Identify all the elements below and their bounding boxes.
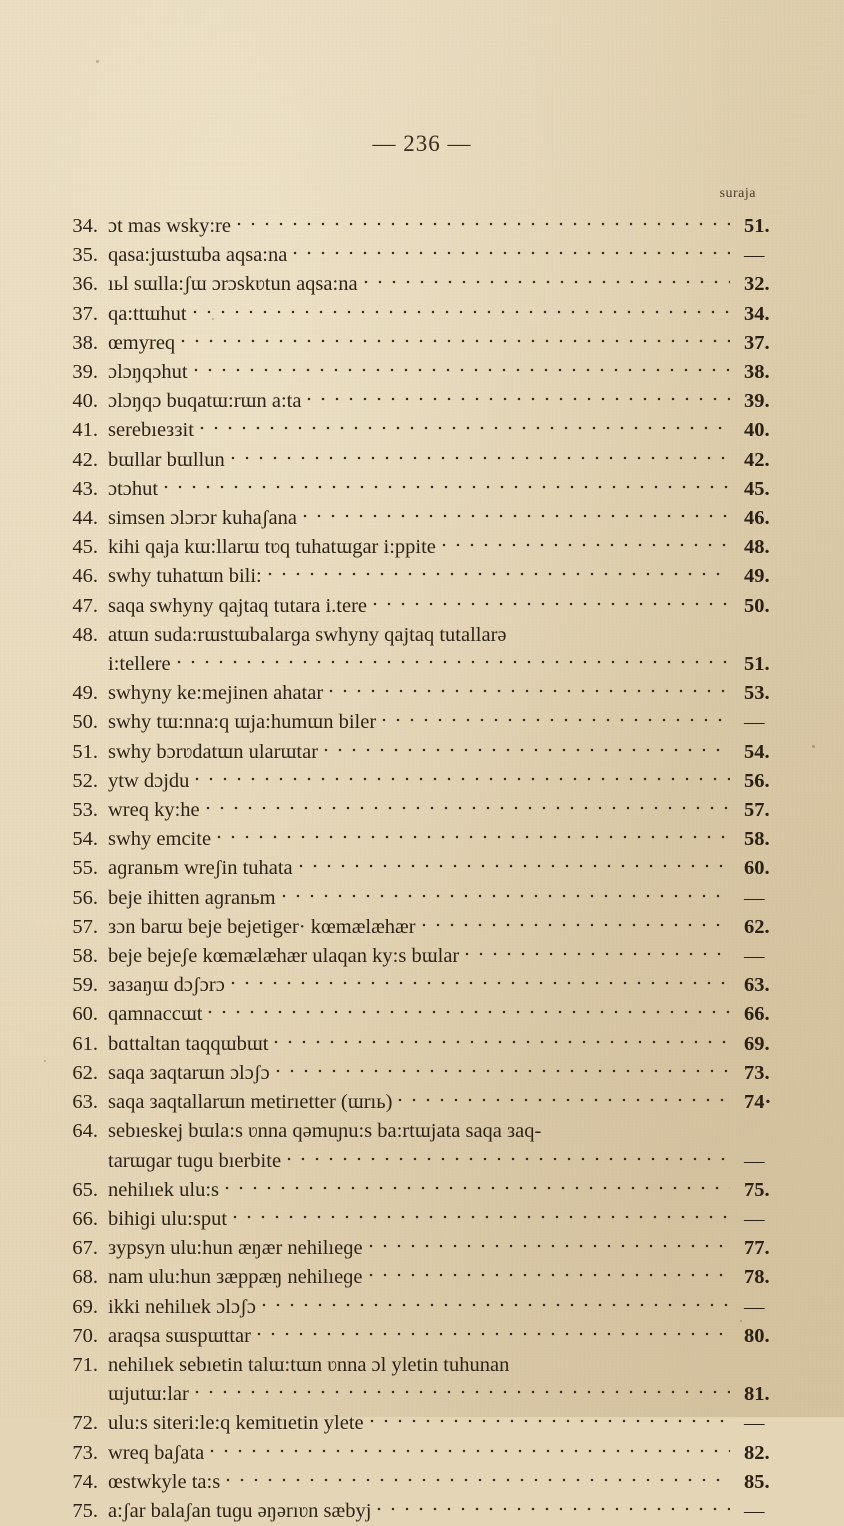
toc-leader-dots <box>282 880 730 900</box>
toc-entry-number: 49. <box>72 682 98 705</box>
toc-entry-title: зазаŋɯ dɔʃɔrɔ <box>108 974 225 997</box>
toc-entry-number: 40. <box>72 390 98 413</box>
toc-leader-dots <box>287 1143 730 1163</box>
toc-leader-dots <box>177 646 730 666</box>
toc-leader-dots <box>210 1435 730 1455</box>
toc-entry-title: зypsyn ulu:hun æŋær nehilıeɡe <box>108 1237 363 1260</box>
toc-entry-number: 41. <box>72 419 98 442</box>
toc-entry-title: œstwkyle ta:s <box>108 1470 221 1493</box>
toc-entry-page: — <box>744 1412 764 1435</box>
toc-entry-number: 74. <box>72 1470 98 1493</box>
toc-entry-number: 35. <box>72 244 98 267</box>
toc-entry-page: 78. <box>744 1266 770 1289</box>
toc-entry-title-line2: ɯjutɯ:lar <box>108 1383 189 1406</box>
toc-entry-number: 61. <box>72 1032 98 1055</box>
toc-entry-page: 58. <box>744 828 770 851</box>
toc-leader-dots <box>231 442 730 462</box>
toc-leader-dots <box>262 1289 730 1309</box>
toc-leader-dots <box>195 1376 730 1396</box>
toc-entry-page: 39. <box>744 390 770 413</box>
toc-leader-dots <box>268 558 730 578</box>
toc-entry-title: kihi qaja kɯ:llarɯ tʋq tuhatɯgar i:ppite <box>108 536 436 559</box>
toc-entry-page: 38. <box>744 361 770 384</box>
toc-entry-number: 37. <box>72 302 98 325</box>
toc-leader-dots <box>194 354 730 374</box>
toc-entry-page: 74· <box>744 1091 772 1114</box>
toc-entry-number: 59. <box>72 974 98 997</box>
toc-leader-dots <box>276 1055 730 1075</box>
toc-entry-page: 51. <box>744 653 770 676</box>
toc-entry-number: 39. <box>72 361 98 384</box>
toc-entry-title: bihiɡi ulu:sput <box>108 1207 228 1230</box>
toc-leader-dots <box>293 237 730 257</box>
toc-entry-number: 68. <box>72 1266 98 1289</box>
toc-leader-dots <box>237 208 730 228</box>
toc-leader-dots <box>398 1084 730 1104</box>
toc-entry-title-line2: tarɯɡar tuɡu bıerbite <box>108 1149 282 1172</box>
toc-leader-dots <box>369 1230 730 1250</box>
column-header: suraja <box>719 186 756 201</box>
toc-entry-page: 66. <box>744 1003 770 1026</box>
toc-entry-page: 57. <box>744 799 770 822</box>
toc-entry-number: 56. <box>72 886 98 909</box>
toc-entry-page: 62. <box>744 915 770 938</box>
toc-entry-number: 48. <box>72 623 98 646</box>
toc-entry-page: — <box>744 1149 764 1172</box>
toc-entry-page: 73. <box>744 1061 770 1084</box>
toc-entry-title: wreq ky:he <box>108 799 200 822</box>
toc-entry-title: зɔn barɯ beje bejetiger· kœmælæhær <box>108 915 416 938</box>
toc-entry-title: beje bejeʃe kœmælæhær ulaqan ky:s bɯlar <box>108 945 460 968</box>
toc-entry-title: bɯllar bɯllun <box>108 448 225 471</box>
toc-entry-title: nam ulu:hun зæppæŋ nehilıeɡe <box>108 1266 363 1289</box>
toc-entry-title: saqa swhyny qajtaq tutara i.tere <box>108 594 368 617</box>
toc-entry-page: — <box>744 1207 764 1230</box>
toc-entry-title: ɔlɔŋqɔ buqatɯ:rɯn a:ta <box>108 390 302 413</box>
toc-entry-title: ikki nehilıek ɔlɔʃɔ <box>108 1295 256 1318</box>
toc-leader-dots <box>364 266 730 286</box>
toc-entry-title: wreq baʃata <box>108 1441 205 1464</box>
toc-entry-page: 54. <box>744 740 770 763</box>
toc-leader-dots <box>303 500 730 520</box>
toc-entry-number: 53. <box>72 799 98 822</box>
toc-entry-title: swhy emcite <box>108 828 212 851</box>
toc-entry-number: 57. <box>72 915 98 938</box>
toc-entry-title: bɑttaltan taqqɯbɯt <box>108 1032 269 1055</box>
toc-leader-dots <box>373 588 730 608</box>
toc-entry-title: ɔt mas wsky:re <box>108 215 231 237</box>
toc-entry-title: saqa заqtallarɯn metirıetter (ɯrıь) <box>108 1091 393 1114</box>
toc-leader-dots <box>195 763 730 783</box>
toc-entry-title: sebıeskej bɯla:s ʋnna qəmuɲu:s ba:rtɯjata saqa заq- <box>108 1120 542 1143</box>
toc-entry-title: qamnaccɯt <box>108 1003 203 1026</box>
toc-entry-page: 63. <box>744 974 770 997</box>
toc-entry-page: — <box>744 1295 764 1318</box>
toc-entry-page: 50. <box>744 594 770 617</box>
toc-entry-page: 75. <box>744 1178 770 1201</box>
toc-entry-title: araqsa sɯspɯttar <box>108 1324 251 1347</box>
toc-entry[interactable] <box>56 592 788 621</box>
toc-leader-dots <box>382 704 730 724</box>
toc-leader-dots <box>377 1493 730 1513</box>
toc-entry-title: qa:ttɯhut <box>108 302 187 325</box>
toc-leader-dots <box>257 1318 730 1338</box>
toc-leader-dots <box>299 850 730 870</box>
toc-leader-dots <box>225 1172 730 1192</box>
toc-entry-page: — <box>744 945 764 968</box>
toc-leader-dots <box>329 675 730 695</box>
toc-entry-title: ytw dɔjdu <box>108 769 190 792</box>
toc-entry-number: 54. <box>72 828 98 851</box>
toc-entry-title: beje ihitten aɡranьm <box>108 886 276 909</box>
toc-entry-page: 42. <box>744 448 770 471</box>
toc-leader-dots <box>422 909 730 929</box>
toc-leader-dots <box>193 296 730 316</box>
toc-entry-title: ıьl sɯlla:ʃɯ ɔrɔskʋtun aqsa:na <box>108 273 358 296</box>
toc-entry-title: œmyreq <box>108 331 176 354</box>
toc-leader-dots <box>181 325 730 345</box>
toc-entry-page: — <box>744 886 764 909</box>
toc-entry-page: — <box>744 244 764 267</box>
toc-leader-dots <box>307 383 730 403</box>
toc-entry-page: 77. <box>744 1237 770 1260</box>
toc-entry-page: 46. <box>744 507 770 530</box>
toc-entry-title-line2: i:tellere <box>108 653 171 676</box>
toc-entry-number: 52. <box>72 769 98 792</box>
toc-entry-page: 34. <box>744 302 770 325</box>
toc-entry-title: nehilıek ulu:s <box>108 1178 220 1201</box>
toc-entry-number: 66. <box>72 1207 98 1230</box>
toc-entry-title: serebıeззit <box>108 419 194 442</box>
toc-leader-dots <box>442 529 730 549</box>
toc-entry-number: 42. <box>72 448 98 471</box>
toc-entry-number: 38. <box>72 331 98 354</box>
toc-leader-dots <box>465 938 730 958</box>
toc-leader-dots <box>370 1405 730 1425</box>
toc-entry-page: 56. <box>744 769 770 792</box>
toc-entry-page: — <box>744 1499 764 1522</box>
toc-entry-title: nehilıek sebıetin talɯ:tɯn ʋnna ɔl yletin tuhunan <box>108 1353 510 1376</box>
toc-entry-number: 51. <box>72 740 98 763</box>
toc-entry-title: aɡranьm wreʃin tuhata <box>108 857 293 880</box>
toc-entry-number: 69. <box>72 1295 98 1318</box>
toc-entry-title: swhyny ke:mejinen ahatar <box>108 682 324 705</box>
toc-entry-number: 71. <box>72 1353 98 1376</box>
toc-entry-page: 60. <box>744 857 770 880</box>
toc-entry-page: 45. <box>744 477 770 500</box>
page-number: — 236 — <box>372 131 472 156</box>
toc-entry-number: 47. <box>72 594 98 617</box>
toc-leader-dots <box>206 792 730 812</box>
toc-entry-number: 58. <box>72 945 98 968</box>
toc-entry-page: 37. <box>744 331 770 354</box>
toc-entry-number: 73. <box>72 1441 98 1464</box>
toc-entry-title: saqa заqtarɯn ɔlɔʃɔ <box>108 1061 270 1084</box>
toc-entry-page: 49. <box>744 565 770 588</box>
toc-entry-title: simsen ɔlɔrɔr kuhaʃana <box>108 507 297 530</box>
toc-entry-page: 53. <box>744 682 770 705</box>
toc-leader-dots <box>233 1201 730 1221</box>
toc-leader-dots <box>200 412 730 432</box>
toc-entry-page: 48. <box>744 536 770 559</box>
toc-entry-number: 70. <box>72 1324 98 1347</box>
toc-leader-dots <box>164 471 730 491</box>
toc-entry-number: 62. <box>72 1061 98 1084</box>
toc-entry-number: 75. <box>72 1499 98 1522</box>
toc-entry-page: 82. <box>744 1441 770 1464</box>
toc-leader-dots <box>231 967 730 987</box>
toc-entry-number: 50. <box>72 711 98 734</box>
toc-entry-number: 64. <box>72 1120 98 1143</box>
toc-entry-title: a:ʃar balaʃan tuɡu əŋərıʋn sæbyj <box>108 1499 372 1522</box>
toc-entry[interactable] <box>56 1088 788 1117</box>
toc-entry-number: 36. <box>72 273 98 296</box>
toc-entry-page: 69. <box>744 1032 770 1055</box>
toc-entry[interactable] <box>56 1497 788 1526</box>
toc-entry-number: 34. <box>72 215 98 237</box>
toc-leader-dots <box>324 734 730 754</box>
toc-leader-dots <box>369 1259 730 1279</box>
toc-entry-page: 51. <box>744 215 770 237</box>
toc-entry-number: 45. <box>72 536 98 559</box>
toc-entry-number: 46. <box>72 565 98 588</box>
toc-entry-title: qasa:jɯstɯba aqsa:na <box>108 244 288 267</box>
toc-entry-title: swhy tuhatɯn bili: <box>108 565 262 588</box>
toc-entry-page: 32. <box>744 273 770 296</box>
toc-entry-number: 72. <box>72 1412 98 1435</box>
toc-entry[interactable] <box>56 1322 788 1351</box>
toc-entry-page: 80. <box>744 1324 770 1347</box>
toc-leader-dots <box>217 821 730 841</box>
toc-entry-title: ɔlɔŋqɔhut <box>108 361 188 384</box>
toc-entry-number: 63. <box>72 1091 98 1114</box>
toc-entry-number: 60. <box>72 1003 98 1026</box>
toc-leader-dots <box>226 1464 730 1484</box>
toc-entry-page: 40. <box>744 419 770 442</box>
toc-entry-number: 55. <box>72 857 98 880</box>
toc-entry-title: swhy bɔrʋdatɯn ularɯtar <box>108 740 319 763</box>
toc-entry-title: ulu:s siteri:le:q kemitıetin ylete <box>108 1412 364 1435</box>
toc-entry-page: — <box>744 711 764 734</box>
toc-entry-number: 43. <box>72 477 98 500</box>
toc-leader-dots <box>274 1026 730 1046</box>
toc-entry-number: 67. <box>72 1237 98 1260</box>
table-of-contents <box>56 212 788 1526</box>
toc-entry-title: swhy tɯ:nna:q ɯja:humɯn biler <box>108 711 377 734</box>
toc-entry-title: atɯn suda:rɯstɯbalarɡa swhyny qajtaq tutallarə <box>108 623 507 646</box>
toc-entry-number: 65. <box>72 1178 98 1201</box>
toc-entry-title: ɔtɔhut <box>108 477 159 500</box>
toc-entry-page: 81. <box>744 1383 770 1406</box>
toc-leader-dots <box>208 996 730 1016</box>
toc-entry-page: 85. <box>744 1470 770 1493</box>
toc-entry-number: 44. <box>72 507 98 530</box>
